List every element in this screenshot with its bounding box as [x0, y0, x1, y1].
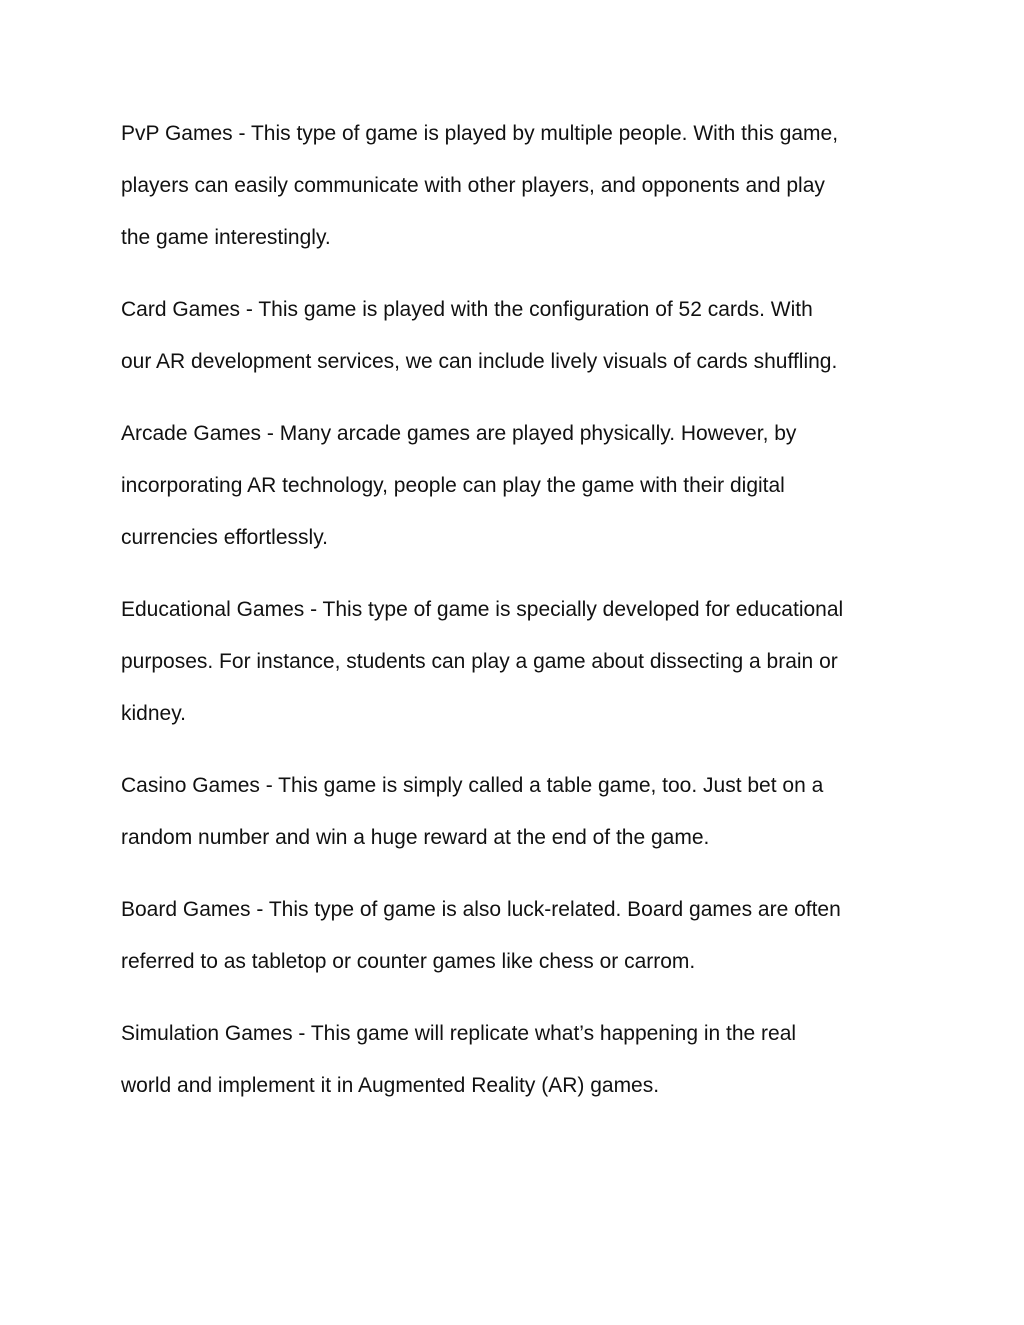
paragraph-board-games: Board Games - This type of game is also luck-related. Board games are often referred to as tabletop or counter games like chess or carrom.	[121, 898, 841, 973]
paragraph-pvp-games: PvP Games - This type of game is played by multiple people. With this game, players can easily communicate with other players, and opponents and play the game interestingly.	[121, 122, 839, 249]
paragraph-card-games: Card Games - This game is played with the configuration of 52 cards. With our AR development services, we can include lively visuals of cards shuffling.	[121, 298, 838, 373]
document-body	[121, 108, 911, 1132]
paragraph-arcade-games: Arcade Games - Many arcade games are played physically. However, by incorporating AR technology, people can play the game with their digital currencies effortlessly.	[121, 422, 797, 549]
paragraph-simulation-games: Simulation Games - This game will replicate what’s happening in the real world and implement it in Augmented Reality (AR) games.	[121, 1022, 797, 1097]
paragraph-educational-games: Educational Games - This type of game is specially developed for educational purposes. For instance, students can play a game about dissecting a brain or kidney.	[121, 598, 844, 725]
paragraph-casino-games: Casino Games - This game is simply called a table game, too. Just bet on a random number and win a huge reward at the end of the game.	[121, 774, 824, 849]
